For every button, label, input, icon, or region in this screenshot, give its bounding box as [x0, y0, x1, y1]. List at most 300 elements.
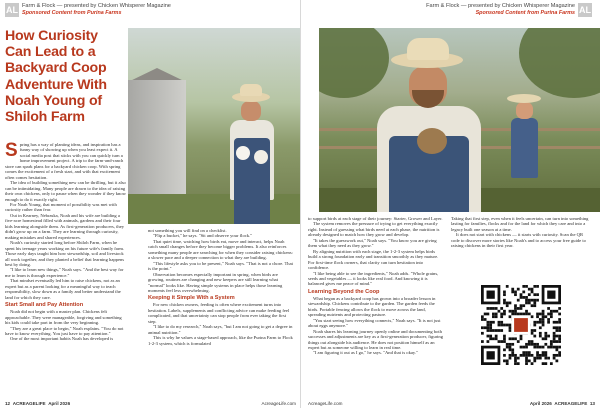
qr-module: [517, 288, 520, 291]
paragraph: Noah did not begin with a master plan. Chickens felt approachable. They were manageable, forgiving and something his kids could take part in from the very beginning.: [5, 309, 122, 326]
qr-module: [503, 354, 506, 357]
qr-module: [542, 313, 545, 316]
qr-module: [506, 302, 509, 305]
qr-module: [489, 321, 492, 324]
qr-module: [539, 318, 542, 321]
qr-module: [528, 299, 531, 302]
qr-module: [509, 302, 512, 305]
paragraph: "I like to do my research," Noah says, "but I am not going to get a degree in animal nutrition.": [148, 324, 293, 335]
qr-module: [555, 321, 558, 324]
qr-module: [550, 313, 553, 316]
qr-module: [511, 310, 514, 313]
qr-module: [492, 337, 495, 340]
qr-module: [539, 326, 542, 329]
qr-module: [514, 337, 517, 340]
qr-module: [500, 321, 503, 324]
qr-module: [511, 291, 514, 294]
qr-module: [533, 346, 536, 349]
qr-module: [533, 304, 536, 307]
qr-module: [531, 315, 534, 318]
qr-module: [536, 313, 539, 316]
paragraph: "I am figuring it out as I go," he says. "And that is okay.": [313, 350, 418, 356]
qr-module: [525, 362, 528, 365]
qr-module: [506, 346, 509, 349]
qr-module: [533, 357, 536, 360]
qr-module: [533, 335, 536, 338]
footer-date: April 2026: [529, 401, 552, 406]
qr-module: [553, 337, 556, 340]
paragraph: Out in Kearney, Nebraska, Noah and his wife are building a five-acre homestead filled with animals, gardens and their four kids learning alongside them. As first-generation producers, they didn't grow up on a farm. They are learning through curiosity, making mistakes and shared experiences.: [5, 212, 125, 240]
page-number: 13: [589, 401, 595, 406]
qr-module: [547, 335, 550, 338]
qr-module: [528, 351, 531, 354]
qr-module: [536, 321, 539, 324]
qr-module: [514, 310, 517, 313]
qr-module: [511, 348, 514, 351]
qr-module: [550, 343, 553, 346]
qr-module: [509, 346, 512, 349]
qr-module: [520, 337, 523, 340]
qr-module: [492, 315, 495, 318]
qr-module: [503, 324, 506, 327]
farmer-hat-crown: [240, 84, 262, 96]
qr-module: [531, 291, 534, 294]
qr-module: [555, 359, 558, 362]
qr-module: [555, 348, 558, 351]
qr-module: [498, 324, 501, 327]
paragraph: not something you will find on a checklist.: [148, 228, 227, 233]
subhead-learning-beyond: Learning Beyond the Coop: [308, 288, 380, 295]
paragraph: For Noah Young, that moment of possibility was met with curiosity rather than fear.: [5, 201, 117, 213]
qr-module: [528, 354, 531, 357]
qr-module: [531, 343, 534, 346]
photo-farmer-and-child: [319, 28, 600, 212]
qr-module: [514, 304, 517, 307]
qr-module: [489, 337, 492, 340]
qr-module: [517, 299, 520, 302]
qr-module: [495, 307, 498, 310]
qr-module: [511, 313, 514, 316]
qr-module: [484, 313, 487, 316]
qr-module: [487, 340, 490, 343]
paragraph: "It takes the guesswork out," Noah says. "You know you are giving them what they need as they grow.": [308, 237, 437, 249]
qr-module: [547, 321, 550, 324]
qr-module: [533, 293, 536, 296]
qr-module: [555, 354, 558, 357]
qr-module: [544, 332, 547, 335]
qr-module: [544, 343, 547, 346]
qr-module: [536, 346, 539, 349]
paragraph: Noah's curiosity started long before Shiloh Farm, when he spent his teenage years working on his future wife's family farm. Those early days taught him how stewardship, soil and livestock all work together, and they planted a belief that learning happens best by doing.: [5, 240, 125, 267]
qr-module: [547, 318, 550, 321]
qr-module: [528, 313, 531, 316]
qr-module: [498, 340, 501, 343]
qr-module: [531, 362, 534, 365]
qr-module: [520, 307, 523, 310]
qr-module: [522, 351, 525, 354]
qr-module: [558, 318, 561, 321]
qr-module: [558, 307, 561, 310]
header-sponsor: Sponsored Content from Purina Farms: [22, 10, 122, 16]
qr-module: [522, 291, 525, 294]
qr-module: [531, 288, 534, 291]
qr-module: [558, 351, 561, 354]
qr-module: [514, 357, 517, 360]
qr-module: [481, 340, 484, 343]
article-column-1: [5, 142, 126, 342]
qr-module: [525, 299, 528, 302]
qr-module: [536, 357, 539, 360]
qr-module: [544, 315, 547, 318]
qr-module: [528, 340, 531, 343]
qr-finder-core: [487, 291, 495, 299]
page-number: 12: [5, 401, 11, 406]
qr-module: [542, 318, 545, 321]
paragraph: "I like to learn new things," Noah says. "And the best way for me to learn is through experience.": [5, 267, 124, 278]
qr-module: [517, 313, 520, 316]
qr-module: [495, 313, 498, 316]
qr-module: [542, 315, 545, 318]
qr-module: [481, 318, 484, 321]
footer-right: [530, 401, 595, 406]
qr-module: [553, 354, 556, 357]
qr-module: [531, 304, 534, 307]
qr-module: [544, 351, 547, 354]
article-column-3: [308, 216, 444, 356]
qr-module: [547, 307, 550, 310]
qr-module: [514, 359, 517, 362]
qr-module: [520, 346, 523, 349]
qr-module: [514, 291, 517, 294]
qr-module: [487, 321, 490, 324]
qr-module: [514, 313, 517, 316]
qr-module: [528, 302, 531, 305]
qr-module: [511, 337, 514, 340]
qr-module: [525, 346, 528, 349]
qr-module: [558, 354, 561, 357]
chicken-shape: [254, 150, 268, 164]
qr-module: [544, 354, 547, 357]
qr-module: [498, 321, 501, 324]
qr-module: [533, 343, 536, 346]
qr-module: [492, 313, 495, 316]
header-logo-mark: AL: [6, 5, 18, 15]
qr-module: [520, 293, 523, 296]
header-sponsor: Sponsored Content from Purina Farms: [475, 10, 575, 16]
qr-module: [500, 307, 503, 310]
qr-module: [553, 340, 556, 343]
qr-module: [500, 315, 503, 318]
qr-module: [511, 343, 514, 346]
qr-module: [539, 354, 542, 357]
qr-module: [517, 362, 520, 365]
qr-module: [517, 307, 520, 310]
qr-module: [528, 288, 531, 291]
paragraph: The idea of building something new can be thrilling, but it also can be intimidating. Many people are drawn to the idea of raising their own chickens, only to pause when they wonder if they know enough to do it exactly right.: [5, 180, 126, 202]
qr-module: [520, 296, 523, 299]
qr-module: [511, 354, 514, 357]
qr-module: [503, 335, 506, 338]
qr-module: [489, 335, 492, 338]
qr-module: [547, 357, 550, 360]
qr-module: [528, 359, 531, 362]
qr-module: [525, 357, 528, 360]
qr-module: [544, 337, 547, 340]
qr-module: [481, 326, 484, 329]
qr-module: [525, 296, 528, 299]
paragraph: What began as a backyard coop has grown into a broader lesson in stewardship. Chickens contribute to the garden. The garden feeds the birds. Portable fencing allows the flock to move across the land, spreading nutrients and protecting pasture.: [308, 295, 436, 318]
tree-shape: [319, 28, 389, 98]
qr-module: [555, 340, 558, 343]
qr-module: [558, 335, 561, 338]
qr-module: [550, 362, 553, 365]
qr-module: [558, 346, 561, 349]
qr-module: [553, 310, 556, 313]
qr-module: [525, 354, 528, 357]
qr-module: [542, 337, 545, 340]
qr-module: [500, 329, 503, 332]
qr-module: [503, 293, 506, 296]
qr-module: [487, 307, 490, 310]
qr-module: [522, 354, 525, 357]
qr-module: [503, 313, 506, 316]
qr-module: [555, 335, 558, 338]
qr-module: [514, 362, 517, 365]
qr-module: [536, 354, 539, 357]
qr-module: [531, 299, 534, 302]
paragraph: One of the most important habits Noah has developed is: [10, 336, 114, 342]
qr-module: [511, 288, 514, 291]
chicken-shape: [236, 146, 250, 160]
right-page: [300, 0, 600, 408]
qr-module: [536, 343, 539, 346]
qr-module: [503, 348, 506, 351]
qr-finder-core: [547, 291, 555, 299]
qr-module: [542, 362, 545, 365]
qr-module: [489, 307, 492, 310]
paragraph: "This lifestyle asks you to be present," Noah says. "That is not a chore. That is the point.": [148, 260, 293, 272]
paragraph: "They are a great place to begin," Noah explains. "You do not have to know everything. You just have to pay attention.": [5, 325, 124, 336]
qr-module: [539, 313, 542, 316]
qr-module: [481, 332, 484, 335]
qr-module: [542, 351, 545, 354]
qr-module: [553, 357, 556, 360]
qr-module: [509, 310, 512, 313]
qr-module: [525, 351, 528, 354]
qr-module: [536, 293, 539, 296]
grass: [128, 194, 300, 224]
qr-module: [550, 340, 553, 343]
farmer-face: [241, 101, 261, 121]
header-logo-mark: AL: [579, 5, 591, 15]
qr-module: [539, 321, 542, 324]
qr-module: [520, 354, 523, 357]
qr-module: [509, 343, 512, 346]
header-publication: Farm & Flock — presented by Chicken Whisperer Magazine: [22, 3, 171, 9]
qr-module: [492, 307, 495, 310]
qr-module: [553, 321, 556, 324]
qr-module: [553, 346, 556, 349]
qr-module: [509, 348, 512, 351]
paragraph: "I like being able to see the ingredients," Noah adds. "Whole grains, seeds and vegetables — it looks like real food. And knowing it is balanced gives me peace of mind.": [308, 270, 439, 287]
header-publication: Farm & Flock — presented by Chicken Whisperer Magazine: [426, 3, 575, 9]
qr-module: [506, 359, 509, 362]
qr-module: [506, 304, 509, 307]
qr-module: [487, 329, 490, 332]
qr-module: [533, 324, 536, 327]
qr-module: [528, 343, 531, 346]
qr-module: [553, 326, 556, 329]
qr-module: [533, 321, 536, 324]
qr-module: [536, 351, 539, 354]
qr-module: [489, 326, 492, 329]
paragraph: Taking that first step, even when it feels uncertain, can turn into something lasting for families, flocks and for the land for which they care and into a legacy built one season at a time.: [451, 216, 589, 232]
qr-module: [489, 324, 492, 327]
qr-module: [503, 302, 506, 305]
qr-module: [509, 315, 512, 318]
footer-left: [5, 401, 70, 406]
qr-module: [503, 291, 506, 294]
qr-module: [509, 329, 512, 332]
qr-module: [558, 321, 561, 324]
qr-module: [533, 302, 536, 305]
qr-module: [522, 313, 525, 316]
qr-module: [503, 359, 506, 362]
qr-module: [509, 326, 512, 329]
qr-module: [550, 346, 553, 349]
qr-module: [520, 313, 523, 316]
qr-module: [539, 335, 542, 338]
paragraph: That quiet time, watching how birds eat, move and interact, helps Noah catch small changes before they become bigger problems. It also reinforces something many people are searching for when they consider raising chickens: a slower pace and a deeper connection to what they are building.: [148, 238, 293, 261]
photo-farmer-with-chickens: [128, 28, 300, 224]
child-face: [516, 102, 533, 119]
qr-module: [531, 340, 534, 343]
qr-module: [533, 329, 536, 332]
qr-module: [558, 337, 561, 340]
qr-module: [528, 293, 531, 296]
qr-module: [544, 335, 547, 338]
qr-module: [514, 307, 517, 310]
qr-module: [558, 329, 561, 332]
barn-wall: [128, 80, 186, 200]
paragraph: It does not start with chickens — it starts with curiosity. Scan the QR code to discover more stories like Noah's and to access your free guide to raising chickens in their first year.: [451, 232, 586, 249]
qr-module: [555, 310, 558, 313]
paragraph: By aligning nutrition with each stage, the 1-2-3 system helps birds build a strong foundation early and transition smoothly as they mature. For first-time flock owners, that clarity can turn hesitation into confidence.: [308, 248, 439, 271]
footer-magazine: ACREAGELIFE: [12, 401, 46, 406]
qr-module: [520, 335, 523, 338]
qr-module: [553, 332, 556, 335]
qr-module: [503, 299, 506, 302]
qr-module: [525, 359, 528, 362]
qr-module: [492, 321, 495, 324]
qr-module: [506, 324, 509, 327]
qr-module: [531, 329, 534, 332]
qr-module: [503, 310, 506, 313]
qr-module: [558, 326, 561, 329]
qr-module: [517, 340, 520, 343]
qr-module: [531, 332, 534, 335]
qr-module: [539, 357, 542, 360]
qr-module: [492, 329, 495, 332]
qr-module: [522, 296, 525, 299]
qr-module: [536, 299, 539, 302]
qr-code[interactable]: [481, 285, 561, 365]
qr-module: [555, 326, 558, 329]
qr-module: [511, 351, 514, 354]
qr-module: [525, 343, 528, 346]
qr-module: [520, 304, 523, 307]
qr-module: [509, 337, 512, 340]
qr-module: [503, 340, 506, 343]
qr-module: [525, 313, 528, 316]
qr-module: [525, 285, 528, 288]
qr-module: [544, 357, 547, 360]
qr-module: [547, 346, 550, 349]
qr-module: [509, 324, 512, 327]
qr-module: [495, 329, 498, 332]
qr-module: [500, 324, 503, 327]
qr-module: [542, 321, 545, 324]
qr-module: [495, 337, 498, 340]
qr-module: [553, 335, 556, 338]
child-hat: [507, 94, 541, 103]
footer-date: April 2026: [48, 401, 71, 406]
qr-module: [517, 357, 520, 360]
qr-module: [495, 335, 498, 338]
qr-module: [484, 318, 487, 321]
article-column-2: [148, 228, 294, 346]
qr-module: [495, 315, 498, 318]
qr-module: [522, 346, 525, 349]
qr-module: [536, 285, 539, 288]
qr-module: [547, 313, 550, 316]
qr-module: [503, 337, 506, 340]
qr-module: [533, 285, 536, 288]
qr-module: [550, 315, 553, 318]
qr-module: [558, 340, 561, 343]
qr-module: [506, 362, 509, 365]
qr-module: [533, 299, 536, 302]
drop-cap: S: [5, 140, 18, 161]
footer-url-left: AcreageLife.com: [261, 401, 296, 406]
footer-magazine: ACREAGELIFE: [554, 401, 588, 406]
subhead-keeping-simple: Keeping it Simple With a System: [148, 295, 235, 302]
qr-module: [506, 285, 509, 288]
child-overalls: [511, 118, 538, 178]
paragraph: "Flip a bucket," he says. "Sit and observe your flock.": [153, 233, 253, 239]
paragraph: pring has a way of planting ideas, and inspiration has a funny way of showing up when you least expect it. A social media post that sticks with you can quickly turn a home improvement project. A trip to the farm-and-ranch store can spark plans for a backyard chicken coop. With spring comes the excitement of a fresh start, and with that excitement often comes hesitation.: [5, 142, 124, 180]
qr-module: [489, 329, 492, 332]
qr-module: [522, 304, 525, 307]
qr-finder-core: [487, 351, 495, 359]
paragraph: Noah shares his learning journey openly online and documenting both successes and adjustments are key as a first-generation producer, figuring things out alongside his audience. He does not position himself as an expert but as someone willing to learn in real time.: [308, 328, 444, 350]
qr-module: [506, 343, 509, 346]
article-headline: How Curiosity Can Lead to a Backyard Coop Adventure With Noah Young of Shiloh Farm: [5, 28, 107, 126]
paragraph: Observation becomes especially important in spring, when birds are growing, routines are changing and new keepers are still learning what "normal" looks like. Having simple systems in place helps those learning moments feel less overwhelming.: [148, 271, 283, 293]
qr-module: [500, 313, 503, 316]
paragraph: This is why he values a stage-based approach, like the Purina Farm to Flock 1-2-3 system, which is formulated: [148, 335, 293, 346]
qr-module: [487, 313, 490, 316]
qr-module: [555, 329, 558, 332]
qr-module: [539, 332, 542, 335]
qr-module: [522, 285, 525, 288]
paragraph: For new chicken owners, feeding is often where excitement turns into hesitation. Labels, supplements and conflicting advice can make feeding feel complicated, and that uncertainty can stop people from ever taking the first step.: [148, 302, 290, 324]
qr-module: [533, 359, 536, 362]
subhead-start-small: Start Small and Pay Attention: [5, 302, 84, 309]
chicken-shape: [417, 128, 447, 154]
qr-module: [544, 362, 547, 365]
paragraph: to support birds at each stage of their journey: Starter, Grower and Layer.: [308, 216, 443, 221]
